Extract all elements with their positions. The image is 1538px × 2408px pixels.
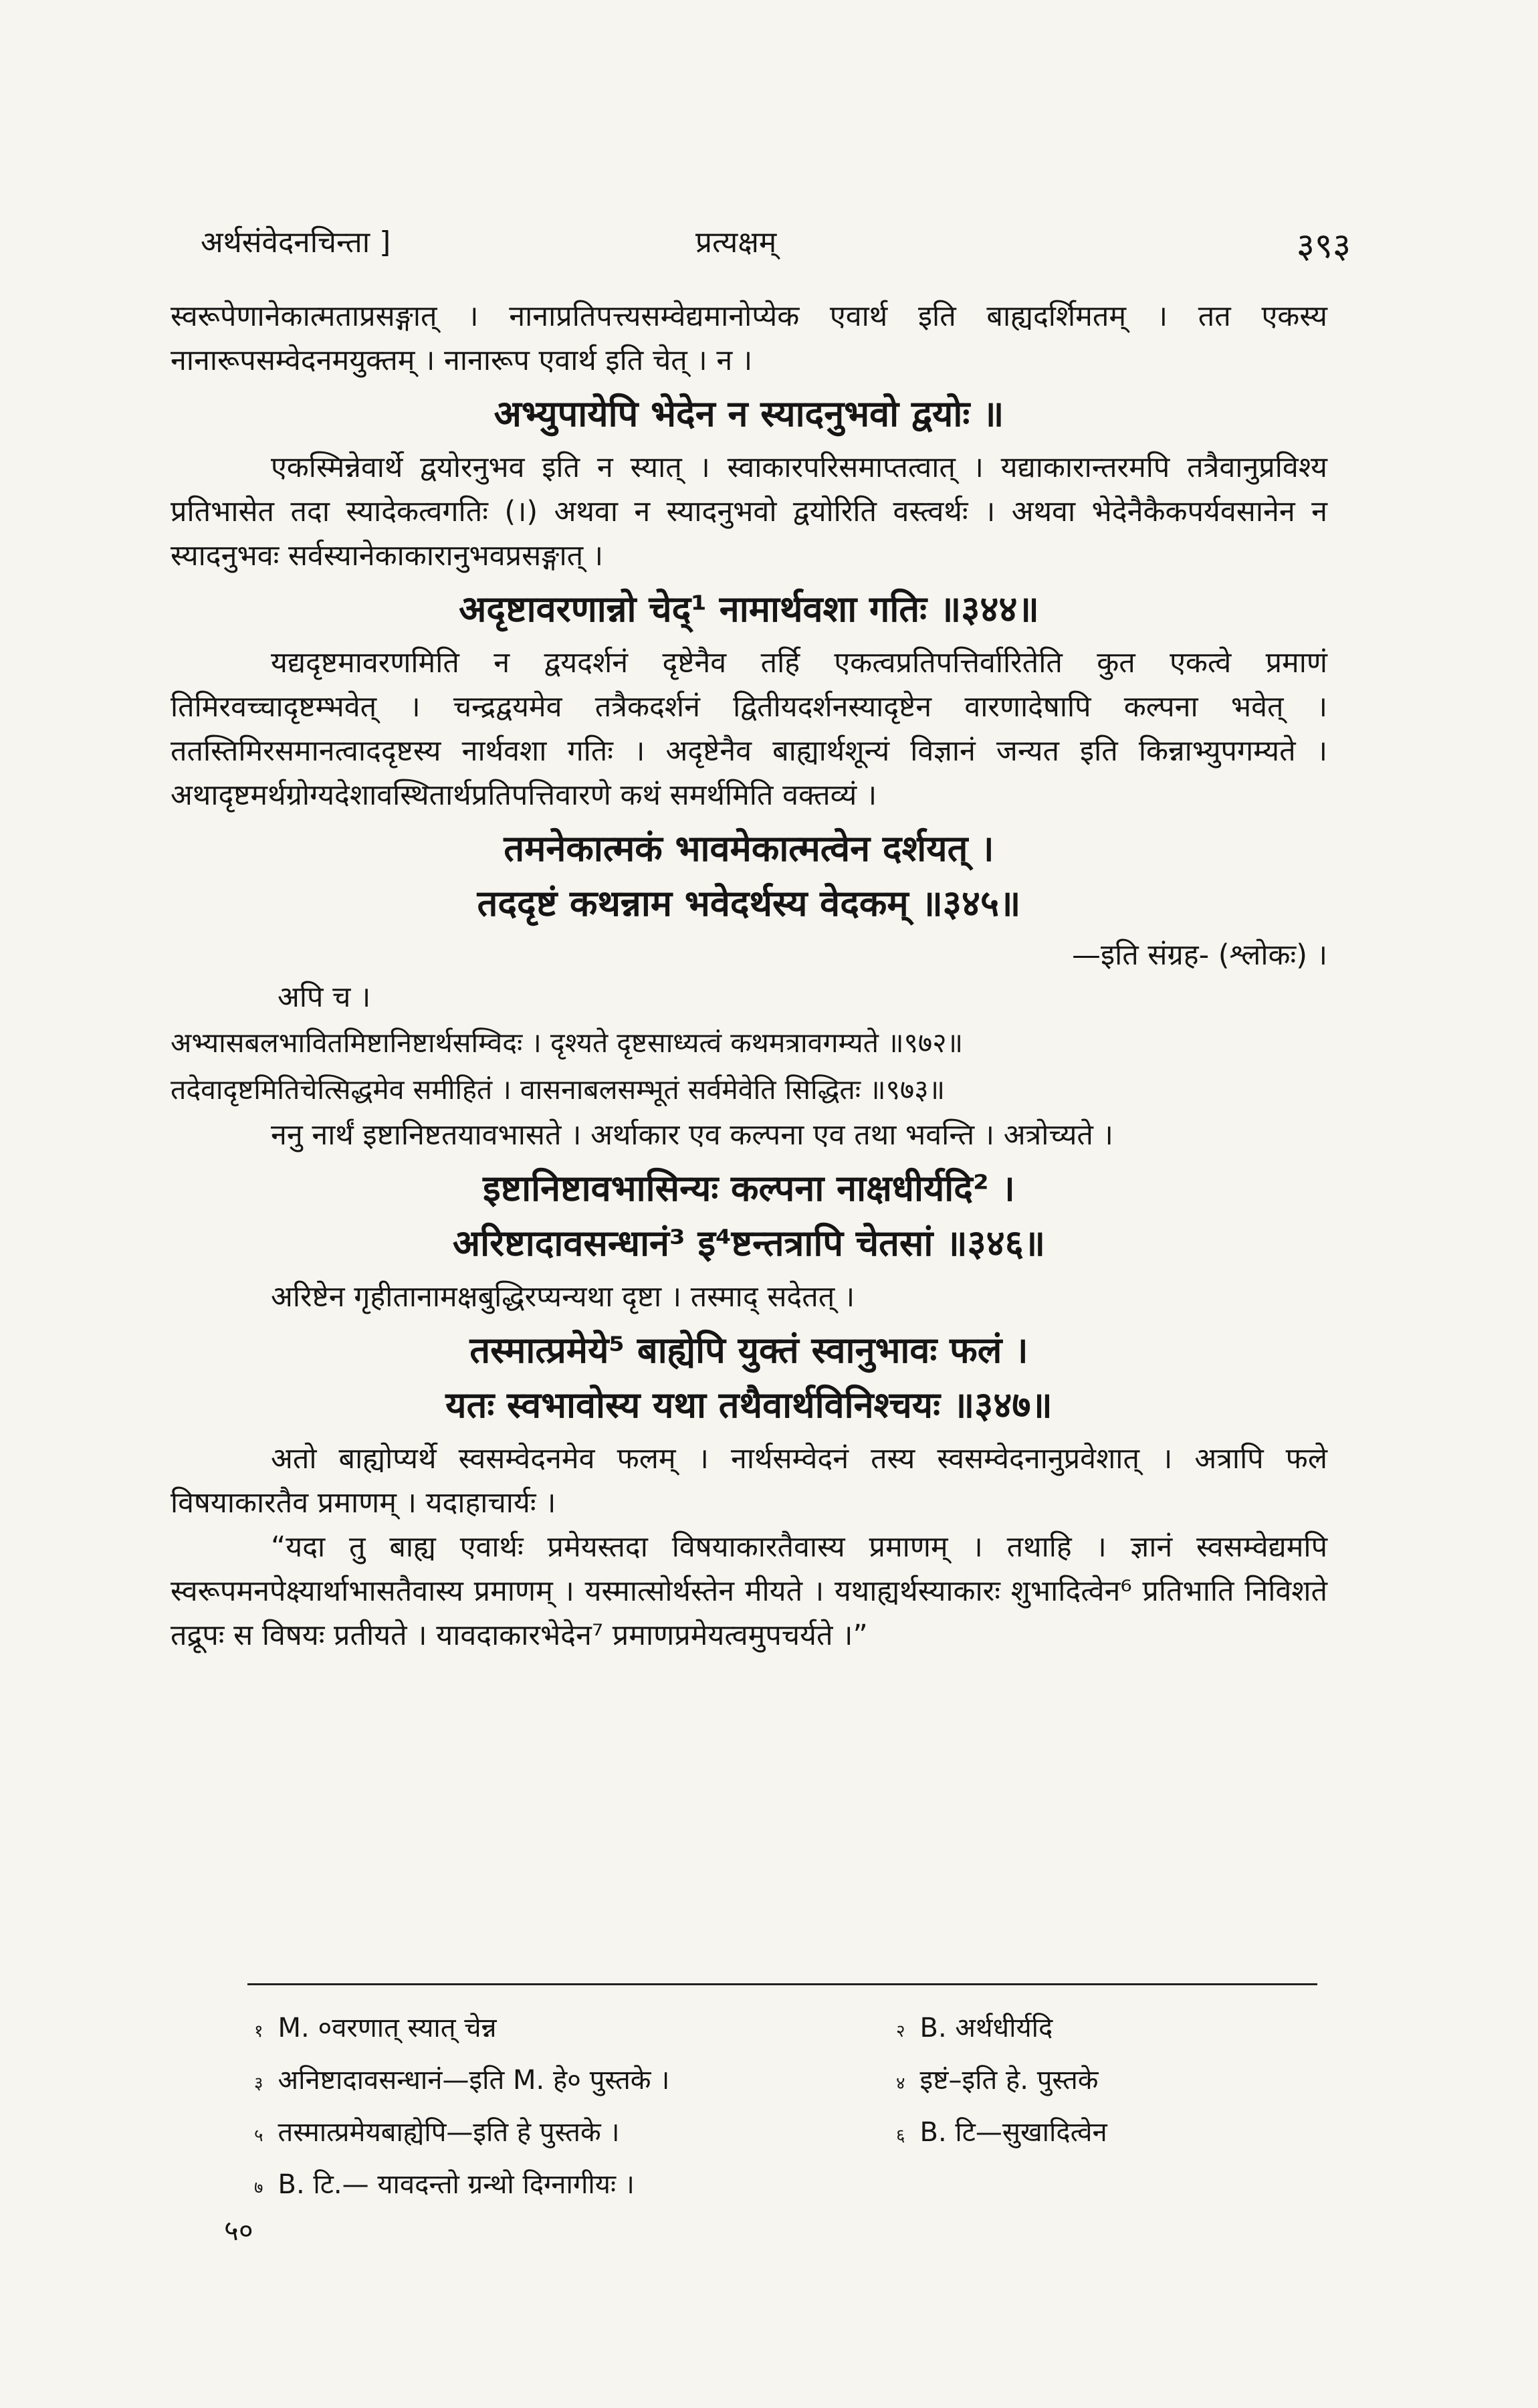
paragraph-5: ननु नार्थं इष्टानिष्टतयावभासते । अर्थाकार एव कल्पना एव तथा भवन्ति । अत्रोच्यते । — [271, 1118, 1113, 1152]
footnote-row — [254, 2156, 1337, 2209]
footnote-text: B. टि—सुखादित्वेन — [919, 2116, 1107, 2148]
paragraph-1: स्वरूपेणानेकात्मताप्रसङ्गात् । नानाप्रतिपत्त्यसम्वेद्यमानोप्येक एवार्थ इति बाह्यदर्शिमतम् । तत एकस्य नानारूपसम्वेदनमयुक्तम् । नानारूप एवार्थ इति चेत् । न । — [171, 300, 1327, 377]
footnote-text: B. टि.— यावदन्तो ग्रन्थो दिग्नागीयः । — [278, 2169, 635, 2200]
footnote-3 — [254, 2060, 896, 2097]
paragraph-2: एकस्मिन्नेवार्थे द्वयोरनुभव इति न स्यात् । स्वाकारपरिसमाप्तत्वात् । यद्याकारान्तरमपि तत्रैवानुप्रविश्य प्रतिभासेत तदा स्यादेकत्वगतिः (।) अथवा न स्यादनुभवो द्वयोरिति वस्त्वर्थः । अथवा भेदेनैकैकपर्यवसानेन न स्यादनुभवः सर्वस्यानेकाकारानुभवप्रसङ्गात् । — [171, 451, 1327, 573]
footnote-4 — [896, 2060, 1099, 2097]
section-title: प्रत्यक्षम् — [695, 225, 777, 260]
footnote-marker: ६ — [896, 2125, 905, 2146]
footnote-row — [254, 2104, 1337, 2156]
verse-line: अरिष्टादावसन्धानं³ इ⁴ष्टन्तत्रापि चेतसां ॥३४६॥ — [452, 1222, 1046, 1264]
paragraph-7: अतो बाह्योप्यर्थे स्वसम्वेदनमेव फलम् । नार्थसम्वेदनं तस्य स्वसम्वेदनानुप्रवेशात् । अत्रापि फले विषयाकारतैव प्रमाणम् । यदाहाचार्यः । — [171, 1442, 1327, 1520]
footnote-text: तस्मात्प्रमेयबाह्येपि—इति हे पुस्तके । — [278, 2116, 620, 2148]
verse-347 — [171, 1323, 1327, 1433]
footnote-divider — [247, 1983, 1317, 1985]
footnotes — [254, 2000, 1337, 2209]
footnote-2 — [896, 2008, 1053, 2045]
footnote-marker: २ — [896, 2021, 905, 2041]
verse-line: तमनेकात्मकं भावमेकात्मत्वेन दर्शयत् । — [504, 827, 994, 870]
chapter-title: अर्थसंवेदनचिन्ता ] — [201, 225, 391, 260]
footnote-marker: ५ — [254, 2125, 263, 2146]
verse-line: यतः स्वभावोस्य यथा तथैवार्थविनिश्चयः ॥३४७॥ — [445, 1384, 1053, 1426]
page-number-top: ३९३ — [1296, 226, 1351, 266]
citation: “यदा तु बाह्य एवार्थः प्रमेयस्तदा विषयाकारतैवास्य प्रमाणम् । तथाहि । ज्ञानं स्वसम्वेद्यमपि स्वरूपमनपेक्ष्यार्थाभासतैवास्य प्रमाणम् । यस्मात्सोर्थस्तेन मीयते । यथाह्यर्थस्याकारः शुभादित्वेन⁶ प्रतिभाति निविशते तद्रूपः स विषयः प्रतीयते । यावदाकारभेदेन⁷ प्रमाणप्रमेयत्वमुपचर्यते ।” — [171, 1530, 1327, 1652]
verse-344b — [171, 582, 1327, 637]
footnote-row — [254, 2000, 1337, 2052]
verse-line: इष्टानिष्टावभासिन्यः कल्पना नाक्षधीर्यदि² । — [483, 1167, 1015, 1209]
footnote-6 — [896, 2112, 1107, 2149]
quoted-verse-973: तदेवादृष्टमितिचेत्सिद्धमेव समीहितं । वासनाबलसम्भूतं सर्वमेवेति सिद्धितः ॥९७३॥ — [171, 1074, 946, 1106]
footnote-text: इष्टं–इति हे. पुस्तके — [919, 2064, 1099, 2096]
verse-line: तस्मात्प्रमेये⁵ बाह्येपि युक्तं स्वानुभावः फलं । — [469, 1329, 1028, 1371]
footnote-marker: ३ — [254, 2073, 263, 2094]
page-number-bottom: ५० — [224, 2214, 253, 2247]
footnote-marker: ७ — [254, 2177, 263, 2198]
paragraph-6: अरिष्टेन गृहीतानामक्षबुद्धिरप्यन्यथा दृष्टा । तस्माद् सदेतत् । — [271, 1280, 855, 1314]
verse-line: अदृष्टावरणान्नो चेद्¹ नामार्थवशा गतिः ॥३४४॥ — [459, 588, 1039, 630]
attribution: —इति संग्रह- (श्लोकः) । — [1071, 938, 1327, 972]
verse-line: तददृष्टं कथन्नाम भवेदर्थस्य वेदकम् ॥३४५॥ — [477, 882, 1021, 924]
paragraph-4: अपि च । — [278, 981, 371, 1014]
quoted-verse-972: अभ्यासबलभावितमिष्टानिष्टार्थसम्विदः । दृश्यते दृष्टसाध्यत्वं कथमत्रावगम्यते ॥९७२॥ — [171, 1027, 964, 1059]
footnote-text: B. अर्थधीर्यदि — [919, 2012, 1053, 2043]
verse-346 — [171, 1161, 1327, 1271]
footnote-row — [254, 2052, 1337, 2104]
footnote-marker: ४ — [896, 2073, 905, 2094]
main-text — [171, 294, 1327, 1658]
paragraph-3: यद्यदृष्टमावरणमिति न द्वयदर्शनं दृष्टेनैव तर्हि एकत्वप्रतिपत्तिर्वारितेति कुत एकत्वे प्रमाणं तिमिरवच्चादृष्टम्भवेत् । चन्द्रद्वयमेव तत्रैकदर्शनं द्वितीयदर्शनस्यादृष्टेन वारणादेषापि कल्पना भवेत् । ततस्तिमिरसमानत्वाददृष्टस्य नार्थवशा गतिः । अदृष्टेनैव बाह्यार्थशून्यं विज्ञानं जन्यत इति किन्नाभ्युपगम्यते । अथादृष्टमर्थग्रोग्यदेशावस्थितार्थप्रतिपत्तिवारणे कथं समर्थमिति वक्तव्यं । — [171, 646, 1327, 812]
footnote-marker: १ — [254, 2021, 263, 2041]
verse-344a — [171, 387, 1327, 441]
footnote-7 — [254, 2165, 896, 2201]
footnote-5 — [254, 2112, 896, 2149]
verse-345 — [171, 821, 1327, 931]
footnote-1 — [254, 2008, 896, 2045]
footnote-text: अनिष्टादावसन्धानं—इति M. हे० पुस्तके । — [278, 2064, 670, 2096]
footnote-text: M. ०वरणात् स्यात् चेन्न — [278, 2012, 497, 2043]
running-header — [201, 221, 1351, 268]
verse-line: अभ्युपायेपि भेदेन न स्यादनुभवो द्वयोः ॥ — [493, 393, 1004, 435]
